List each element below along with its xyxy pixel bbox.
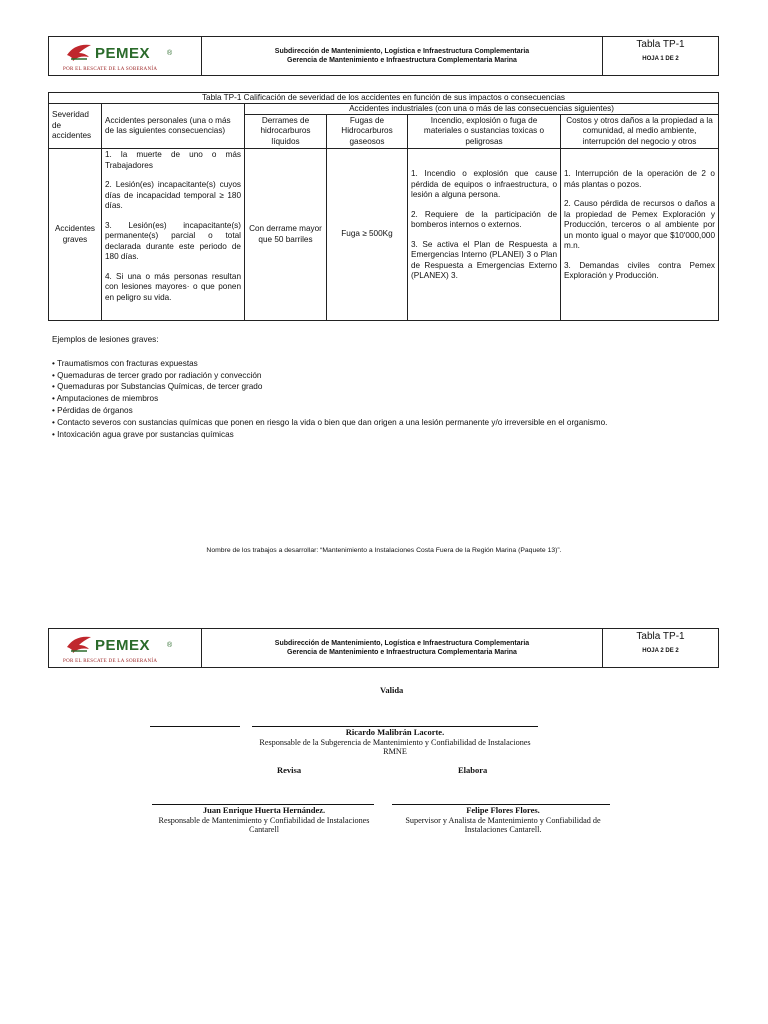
fire-item: 1. Incendio o explosión que cause pérdida de equipos o infraestructura, o lesión a alguna persona.	[411, 169, 557, 199]
list-item: • Traumatismos con fracturas expuestas	[52, 358, 198, 368]
costs-item: 2. Causo pérdida de recursos o daños a la propiedad de Pemex Exploración y Producción, terceros o al ambiente por un monto igual o mayor que $10'000,000 m.n.	[564, 199, 715, 250]
header-line2: Gerencia de Mantenimiento e Infraestructura Complementaria Marina	[287, 57, 517, 64]
personal-item: 3. Lesión(es) incapacitante(s) permanente(s) parcial o total declarada durante este periodo de 180 días.	[105, 220, 241, 261]
valida-name: Ricardo Malibrán Lacorte.	[345, 727, 445, 737]
examples-title: Ejemplos de lesiones graves:	[52, 335, 159, 344]
slogan: POR EL RESCATE DE LA SOBERANÍA	[63, 659, 158, 664]
personal-item: 1. la muerte de uno o más Trabajadores	[105, 150, 241, 170]
pemex-logo	[49, 629, 202, 667]
cell-liquid: Con derrame mayor que 50 barriles	[245, 149, 327, 321]
revisa-signature	[148, 806, 380, 835]
cell-personal	[102, 149, 245, 321]
pemex-logo	[49, 37, 202, 75]
severity-table	[48, 92, 719, 321]
brand-text: PEMEX	[95, 45, 151, 62]
personal-item: 4. Si una o más personas resultan con lesiones mayores· o que ponen en peligro su vida.	[105, 271, 241, 302]
group-header: Accidentes industriales (con una o más de las consecuencias siguientes)	[245, 104, 719, 115]
sheet-number: HOJA 1 DE 2	[642, 56, 679, 62]
header-sheet	[603, 629, 718, 667]
cell-gas: Fuga ≥ 500Kg	[327, 149, 408, 321]
list-item: • Quemaduras por Substancias Químicas, de tercer grado	[52, 382, 263, 392]
table-id: Tabla TP-1	[636, 39, 685, 50]
page2-header	[48, 628, 719, 668]
header-line2: Gerencia de Mantenimiento e Infraestructura Complementaria Marina	[287, 649, 517, 656]
examples-list	[52, 334, 732, 440]
page1-header	[48, 36, 719, 76]
list-item: • Quemaduras de tercer grado por radiación y convección	[52, 370, 262, 380]
project-name: Nombre de los trabajos a desarrollar: “Mantenimiento a Instalaciones Costa Fuera de la Región Marina (Paquete 13)”.	[206, 547, 562, 554]
revisa-role: Responsable de Mantenimiento y Confiabilidad de Instalaciones Cantarell	[158, 815, 370, 834]
registered-mark: ®	[167, 50, 173, 57]
sheet-number: HOJA 2 DE 2	[642, 648, 679, 654]
elabora-label: Elabora	[458, 765, 488, 775]
pemex-eagle-icon	[65, 41, 93, 63]
col-liquid: Derrames de hidrocarburos líquidos	[245, 114, 327, 149]
costs-item: 1. Interrupción de la operación de 2 o más plantas o pozos.	[564, 169, 715, 189]
cell-fire	[408, 149, 561, 321]
brand-text: PEMEX	[95, 637, 151, 654]
col-severity: Severidad de accidentes	[49, 104, 102, 149]
list-item: • Pérdidas de órganos	[52, 405, 133, 415]
costs-item: 3. Demandas civiles contra Pemex Exploración y Producción.	[564, 260, 715, 280]
personal-item: 2. Lesión(es) incapacitante(s) cuyos días de incapacidad temporal ≥ 180 días.	[105, 180, 241, 210]
valida-role: Responsable de la Subgerencia de Mantenimiento y Confiabilidad de Instalaciones RMNE	[259, 737, 531, 756]
col-costs: Costos y otros daños a la propiedad a la comunidad, al medio ambiente, interrupción del negocio y otros	[561, 114, 719, 149]
cell-costs	[561, 149, 719, 321]
elabora-name: Felipe Flores Flores.	[466, 805, 540, 815]
pemex-eagle-icon	[65, 633, 93, 655]
row-label: Accidentes graves	[49, 149, 102, 321]
signature-line	[150, 726, 240, 727]
fire-item: 3. Se activa el Plan de Respuesta a Emergencias Interno (PLANEI) 3 o Plan de Respuesta a Emergencias Externo (PLANEX) 3.	[411, 239, 557, 280]
valida-signature	[252, 728, 538, 757]
header-titles	[202, 37, 603, 75]
slogan: POR EL RESCATE DE LA SOBERANÍA	[63, 67, 158, 72]
header-line1: Subdirección de Mantenimiento, Logística e Infraestructura Complementaria	[274, 48, 530, 55]
list-item: • Intoxicación agua grave por sustancias químicas	[52, 429, 234, 439]
col-fire: Incendio, explosión o fuga de materiales o sustancias toxicas o peligrosas	[408, 114, 561, 149]
revisa-name: Juan Enrique Huerta Hernández.	[202, 805, 326, 815]
col-personal: Accidentes personales (una o más de las siguientes consecuencias)	[102, 104, 245, 149]
elabora-signature	[392, 806, 614, 835]
header-line1: Subdirección de Mantenimiento, Logística e Infraestructura Complementaria	[274, 640, 530, 647]
elabora-role: Supervisor y Analista de Mantenimiento y Confiabilidad de Instalaciones Cantarell.	[405, 815, 601, 834]
valida-label: Valida	[380, 685, 404, 695]
table-id: Tabla TP-1	[636, 631, 685, 642]
list-item: • Amputaciones de miembros	[52, 394, 159, 404]
col-gas: Fugas de Hidrocarburos gaseosos	[327, 114, 408, 149]
revisa-label: Revisa	[277, 765, 302, 775]
fire-item: 2. Requiere de la participación de bomberos internos o externos.	[411, 209, 557, 229]
list-item: • Contacto severos con sustancias químicas que ponen en riesgo la vida o bien que dan origen a una lesión permanente y/o irreversible en el organismo.	[52, 417, 608, 427]
table-caption: Tabla TP-1 Calificación de severidad de los accidentes en función de sus impactos o consecuencias	[49, 93, 719, 104]
registered-mark: ®	[167, 642, 173, 649]
header-sheet	[603, 37, 718, 75]
header-titles	[202, 629, 603, 667]
